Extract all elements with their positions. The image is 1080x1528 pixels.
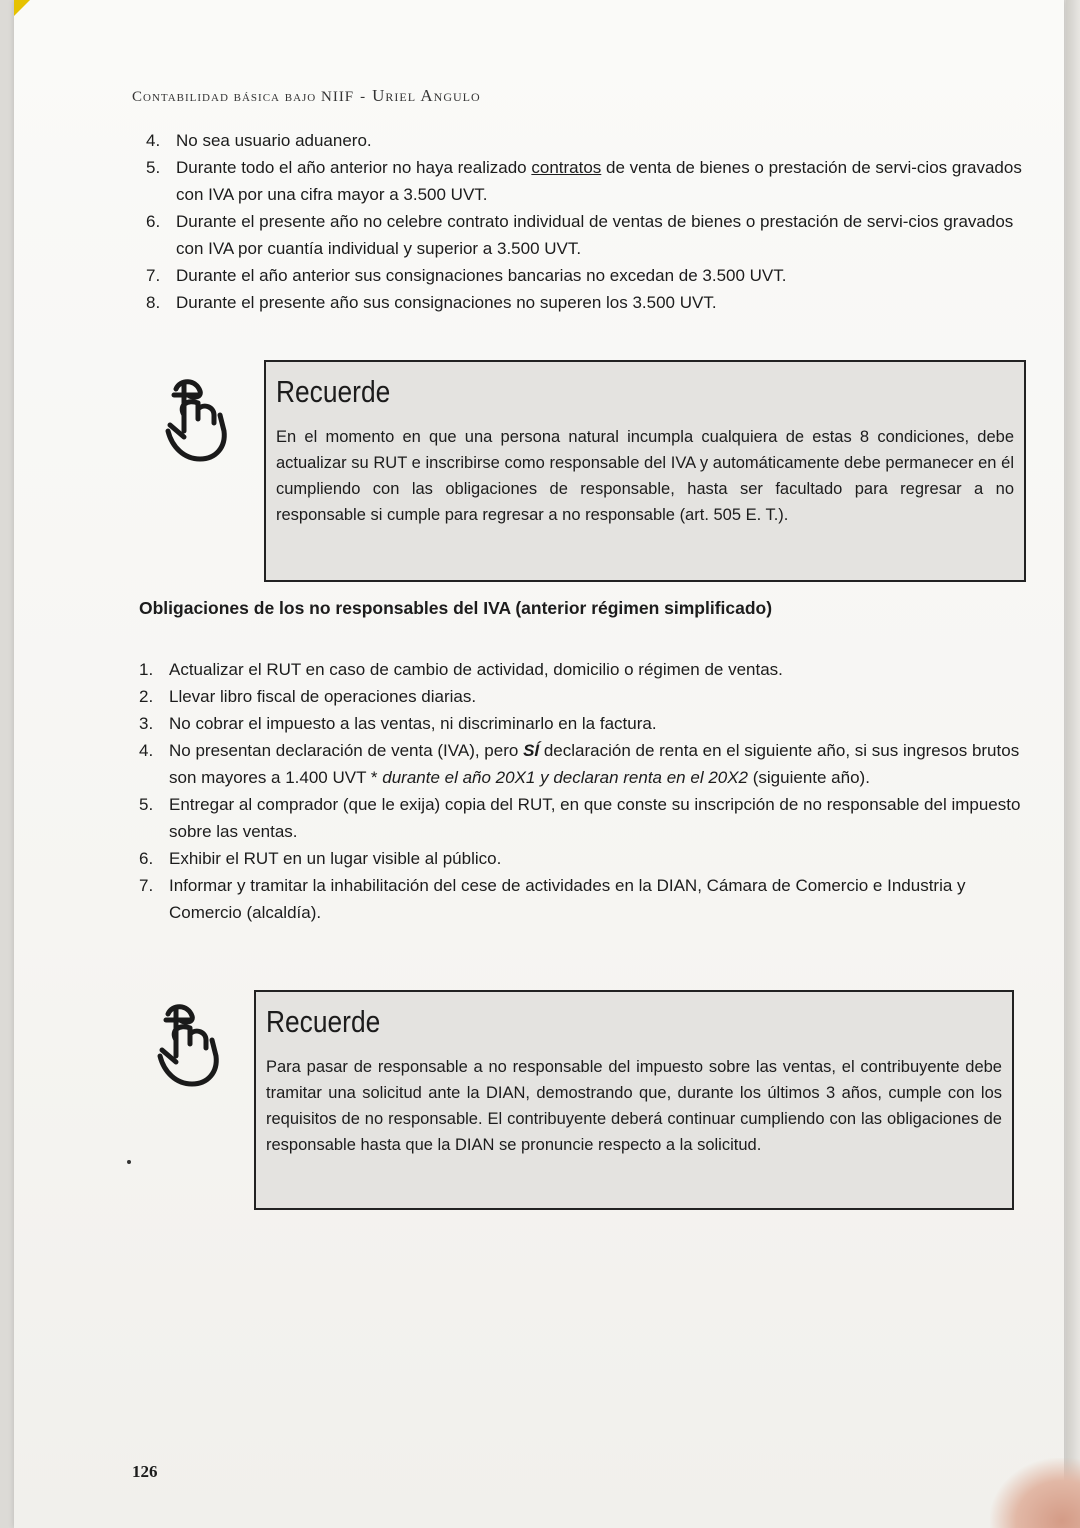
list-item: 6. Exhibir el RUT en un lugar visible al público. [139, 849, 502, 868]
list-item: 8. Durante el presente año sus consignaciones no superen los 3.500 UVT. [146, 293, 717, 312]
stray-mark [127, 1160, 131, 1164]
finger-string-hand-icon [146, 1000, 236, 1090]
book-title: Contabilidad básica bajo NIIF [132, 89, 355, 105]
list-item: 5. Entregar al comprador (que le exija) copia del RUT, en que conste su inscripción de no responsable del impuesto sobre las ventas. [139, 795, 1021, 841]
list-item: 4. No sea usuario aduanero. [146, 131, 372, 150]
finger-string-hand-icon [154, 375, 244, 465]
page-edge [1066, 0, 1080, 1528]
reminder-title: Recuerde [276, 374, 391, 409]
page-number: 126 [132, 1462, 158, 1481]
list-item: 1. Actualizar el RUT en caso de cambio de actividad, domicilio o régimen de ventas. [139, 660, 783, 679]
author-name: Uriel Angulo [372, 86, 481, 105]
reminder-box [264, 360, 1026, 582]
reminder-title: Recuerde [266, 1004, 381, 1039]
thumb-shadow [990, 1458, 1080, 1528]
photo-corner [14, 0, 30, 16]
section-heading: Obligaciones de los no responsables del IVA (anterior régimen simplificado) [139, 598, 773, 618]
list-item: 7. Durante el año anterior sus consignaciones bancarias no excedan de 3.500 UVT. [146, 266, 787, 285]
list-item: 3. No cobrar el impuesto a las ventas, ni discriminarlo en la factura. [139, 714, 657, 733]
running-header [132, 86, 481, 106]
header-separator: - [360, 89, 367, 105]
book-page [14, 0, 1064, 1528]
list-item: 5. Durante todo el año anterior no haya realizado contratos de venta de bienes o prestación de servi-cios gravados con IVA por una cifra mayor a 3.500 UVT. [146, 158, 1022, 204]
reminder-body: En el momento en que una persona natural incumpla cualquiera de estas 8 condiciones, debe actualizar su RUT e inscribirse como responsable del IVA y automáticamente debe permanecer en él cumpliendo con las obligaciones de responsable, hasta ser facultado para regresar a no responsable si cumple para regresar a no responsable (art. 505 E. T.). [276, 428, 1014, 524]
reminder-body: Para pasar de responsable a no responsable del impuesto sobre las ventas, el contribuyente debe tramitar una solicitud ante la DIAN, demostrando que, durante los últimos 3 años, cumple con los requisitos de no responsable. El contribuyente deberá continuar cumpliendo con las obligaciones de responsable hasta que la DIAN se pronuncie respecto a la solicitud. [266, 1058, 1002, 1154]
list-item: 2. Llevar libro fiscal de operaciones diarias. [139, 687, 477, 706]
list-item: 6. Durante el presente año no celebre contrato individual de ventas de bienes o prestación de servi-cios gravados con IVA por cuantía individual y superior a 3.500 UVT. [146, 212, 1014, 258]
list-item: 7. Informar y tramitar la inhabilitación del cese de actividades en la DIAN, Cámara de Comercio e Industria y Comercio (alcaldía). [139, 876, 966, 922]
list-item: 4. No presentan declaración de venta (IVA), pero SÍ declaración de renta en el siguiente año, si sus ingresos brutos son mayores a 1.400 UVT * durante el año 20X1 y declaran renta en el 20X2 (siguiente año). [139, 741, 1020, 787]
conditions-list [146, 127, 1041, 316]
obligations-list [139, 656, 1024, 926]
reminder-box [254, 990, 1014, 1210]
